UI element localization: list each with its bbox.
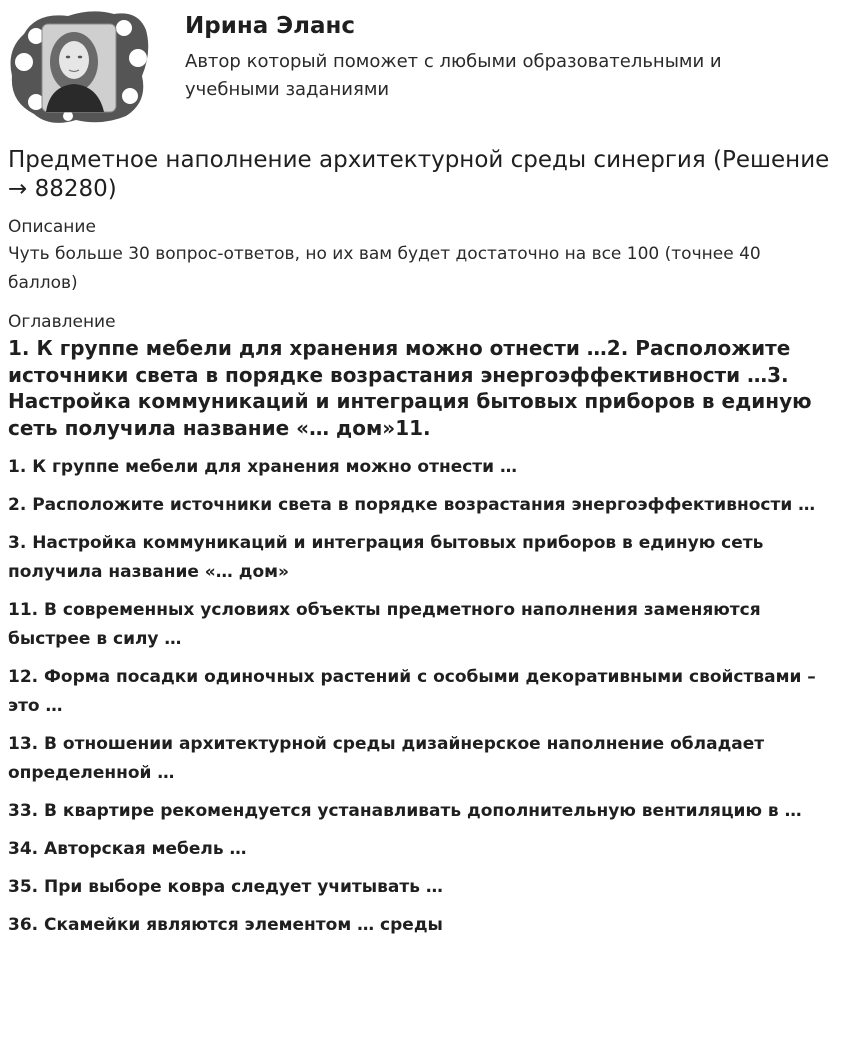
question-item: 2. Расположите источники света в порядке возрастания энергоэффективности … — [8, 495, 816, 515]
question-list — [8, 453, 833, 940]
question-item: 11. В современных условиях объекты предметного наполнения заменяются быстрее в силу … — [8, 600, 761, 649]
toc-heading: 1. К группе мебели для хранения можно отнести …2. Расположите источники света в порядке возрастания энергоэффективности …3. Настройка коммуникаций и интеграция бытовых приборов в единую сеть получила название «… дом»11. — [8, 336, 812, 440]
question-item: 12. Форма посадки одиночных растений с особыми декоративными свойствами – это … — [8, 667, 816, 716]
toc-label: Оглавление — [8, 312, 116, 332]
description-text: Чуть больше 30 вопрос-ответов, но их вам будет достаточно на все 100 (точнее 40 баллов) — [8, 244, 761, 293]
description-label: Описание — [8, 217, 96, 237]
question-item: 1. К группе мебели для хранения можно отнести … — [8, 457, 517, 477]
author-name[interactable]: Ирина Эланс — [185, 13, 356, 39]
question-item: 3. Настройка коммуникаций и интеграция бытовых приборов в единую сеть получила название «… дом» — [8, 533, 764, 582]
work-details — [8, 146, 833, 949]
work-title: Предметное наполнение архитектурной среды синергия (Решение → 88280) — [8, 147, 830, 202]
question-item: 33. В квартире рекомендуется устанавливать дополнительную вентиляцию в … — [8, 801, 802, 821]
question-item: 36. Скамейки являются элементом … среды — [8, 915, 443, 935]
question-item: 13. В отношении архитектурной среды дизайнерское наполнение обладает определенной … — [8, 734, 765, 783]
author-avatar[interactable] — [6, 6, 152, 128]
question-item: 34. Авторская мебель … — [8, 839, 247, 859]
question-item: 35. При выборе ковра следует учитывать … — [8, 877, 443, 897]
author-header — [0, 0, 847, 130]
author-description: Автор который поможет с любыми образовательными и учебными заданиями — [185, 51, 722, 100]
